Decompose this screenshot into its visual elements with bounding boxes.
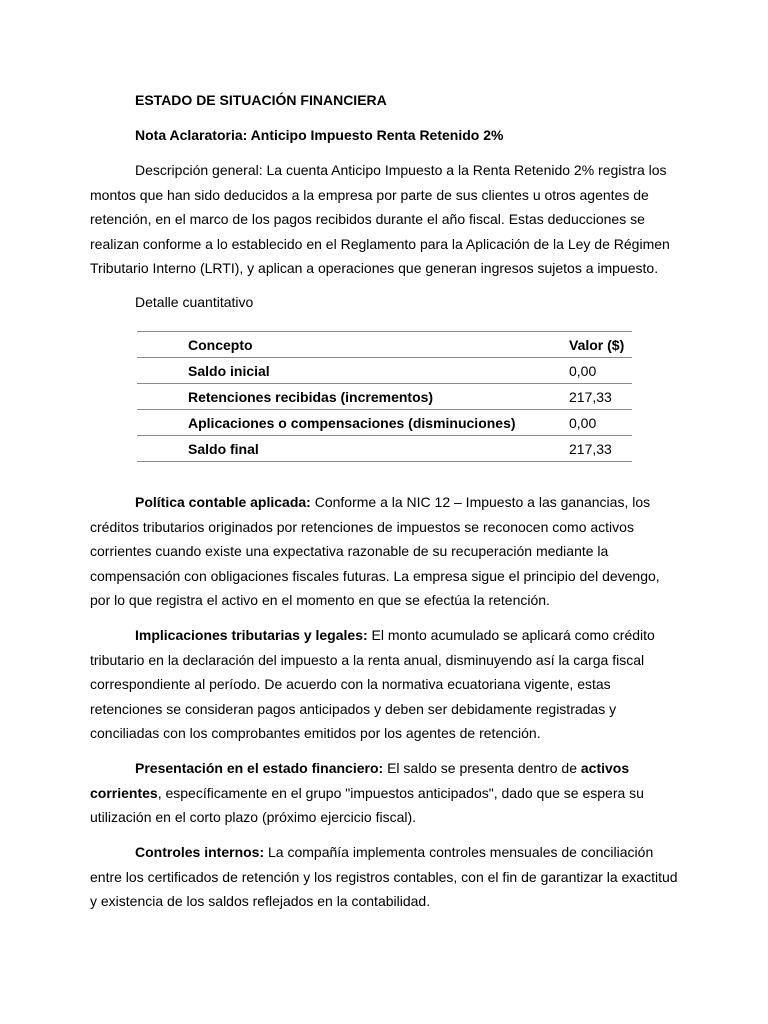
row-value: 217,33 (569, 384, 632, 410)
presentation-text-after: , específicamente en el grupo "impuestos anticipados", dado que se espera su utilización en el corto plazo (próximo ejercicio fiscal). (90, 784, 644, 826)
detail-label: Detalle cuantitativo (135, 294, 254, 310)
description-paragraph: Descripción general: La cuenta Anticipo Impuesto a la Renta Retenido 2% registra los montos que han sido deducidos a la empresa por parte de sus clientes u otros agentes de retención, en el marco de los pagos recibidos durante el año fiscal. Estas deducciones se realizan conforme a lo establecido en el Reglamento para la Aplicación de la Ley de Régimen Tributario Interno (LRTI), y aplican a operaciones que generan ingresos sujetos a impuesto. (90, 162, 670, 277)
note-subtitle: Nota Aclaratoria: Anticipo Impuesto Renta Retenido 2% (135, 127, 504, 143)
row-value: 0,00 (569, 358, 632, 384)
quantitative-table (137, 331, 632, 462)
controls-text: La compañía implementa controles mensuales de conciliación entre los certificados de retención y los registros contables, con el fin de garantizar la exactitud y existencia de los saldos reflejados en la contabilidad. (90, 844, 678, 910)
presentation-text-before: El saldo se presenta dentro de (383, 760, 581, 776)
header-concept: Concepto (137, 332, 569, 358)
table-row (137, 384, 632, 410)
implications-text: El monto acumulado se aplicará como crédito tributario en la declaración del impuesto a la renta anual, disminuyendo así la carga fiscal correspondiente al período. De acuerdo con la normativa ecuatoriana vigente, estas retenciones se consideran pagos anticipados y deben ser debidamente registradas y conciliadas con los comprobantes emitidos por los agentes de retención. (90, 627, 655, 742)
policy-heading: Política contable aplicada: (135, 494, 311, 510)
policy-text: Conforme a la NIC 12 – Impuesto a las ganancias, los créditos tributarios originados por retenciones de impuestos se reconocen como activos corrientes cuando existe una expectativa razonable de su recuperación mediante la compensación con obligaciones fiscales futuras. La empresa sigue el principio del devengo, por lo que registra el activo en el momento en que se efectúa la retención. (90, 494, 660, 609)
row-value: 0,00 (569, 410, 632, 436)
row-concept: Aplicaciones o compensaciones (disminuciones) (137, 410, 569, 436)
controls-paragraph (90, 840, 680, 914)
policy-paragraph (90, 490, 680, 613)
table-row (137, 436, 632, 462)
presentation-heading: Presentación en el estado financiero: (135, 760, 384, 776)
document-title: ESTADO DE SITUACIÓN FINANCIERA (135, 92, 387, 108)
presentation-bold-term: activos corrientes (90, 760, 630, 801)
table-row (137, 410, 632, 436)
presentation-paragraph (90, 756, 680, 830)
header-value: Valor ($) (569, 332, 632, 358)
implications-paragraph (90, 623, 680, 746)
row-value: 217,33 (569, 436, 632, 462)
controls-heading: Controles internos: (135, 844, 265, 860)
implications-heading: Implicaciones tributarias y legales: (135, 627, 368, 643)
row-concept: Retenciones recibidas (incrementos) (137, 384, 569, 410)
table-row (137, 358, 632, 384)
row-concept: Saldo inicial (137, 358, 569, 384)
table-header-row (137, 332, 632, 358)
row-concept: Saldo final (137, 436, 569, 462)
